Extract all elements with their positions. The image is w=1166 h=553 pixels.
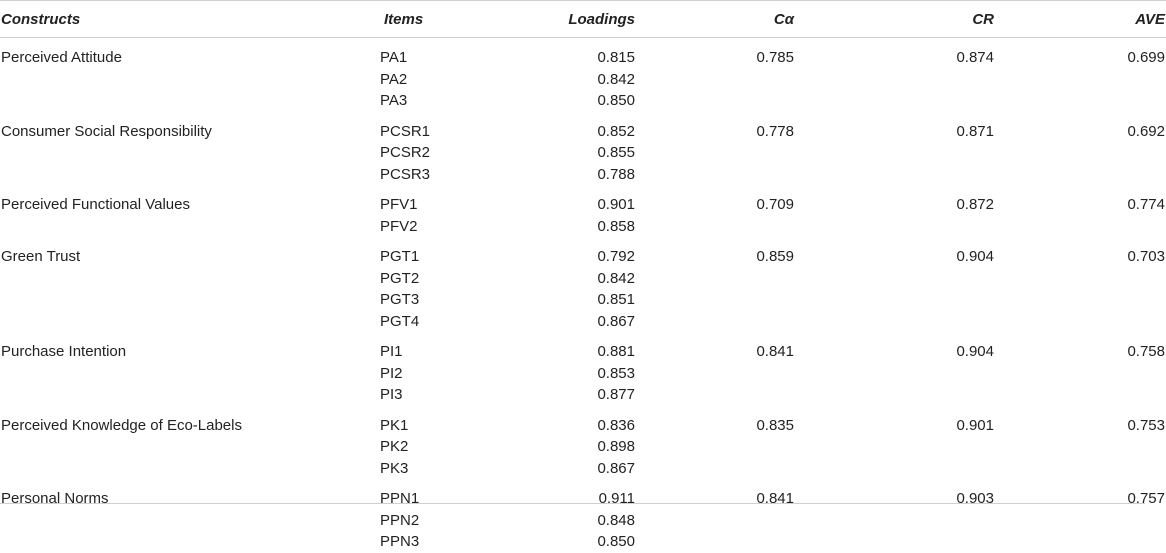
construct-cell <box>0 458 365 480</box>
cronbach-alpha-cell: 0.709 <box>756 196 794 213</box>
loading-cell: 0.901 <box>597 196 635 213</box>
ave-cell <box>994 384 1166 406</box>
table-row <box>0 510 1166 532</box>
header-constructs: Constructs <box>1 10 81 28</box>
composite-reliability-cell: 0.904 <box>956 248 994 265</box>
item-cell: PPN3 <box>380 533 420 550</box>
composite-reliability-cell <box>794 268 994 290</box>
loading-cell: 0.788 <box>597 165 635 183</box>
header-cronbach-alpha: Cα <box>773 10 794 28</box>
cronbach-alpha-cell: 0.778 <box>756 122 794 140</box>
ave-cell: 0.757 <box>1127 490 1165 507</box>
cronbach-alpha-cell <box>635 531 794 553</box>
table-row <box>0 363 1166 385</box>
item-cell: PPN1 <box>380 490 420 507</box>
cronbach-alpha-cell: 0.841 <box>756 490 794 507</box>
loading-cell: 0.858 <box>597 217 635 235</box>
item-cell: PFV2 <box>380 217 418 235</box>
construct-cell <box>0 531 365 553</box>
cronbach-alpha-cell <box>635 510 794 532</box>
cronbach-alpha-cell <box>635 268 794 290</box>
construct-cell <box>0 311 365 333</box>
composite-reliability-cell: 0.874 <box>956 49 994 66</box>
construct-cell: Perceived Functional Values <box>1 196 190 213</box>
cronbach-alpha-cell: 0.785 <box>756 49 794 66</box>
cronbach-alpha-cell <box>635 311 794 333</box>
table-body <box>0 38 1166 553</box>
item-cell: PFV1 <box>380 196 418 213</box>
table-row <box>0 185 1166 216</box>
item-cell: PK1 <box>380 416 409 434</box>
composite-reliability-cell <box>794 142 994 164</box>
cronbach-alpha-cell <box>635 384 794 406</box>
loading-cell: 0.881 <box>597 343 635 360</box>
item-cell: PI3 <box>380 386 403 403</box>
loading-cell: 0.848 <box>597 511 635 529</box>
construct-cell <box>0 510 365 532</box>
table-row <box>0 479 1166 510</box>
table-row <box>0 90 1166 112</box>
composite-reliability-cell: 0.904 <box>956 343 994 360</box>
ave-cell <box>994 510 1166 532</box>
header-loadings: Loadings <box>568 10 635 28</box>
construct-cell: Perceived Attitude <box>1 49 122 66</box>
loading-cell: 0.853 <box>597 364 635 382</box>
composite-reliability-cell: 0.872 <box>956 196 994 213</box>
construct-cell <box>0 268 365 290</box>
cronbach-alpha-cell <box>635 458 794 480</box>
table-bottom-rule <box>0 503 1145 504</box>
cronbach-alpha-cell: 0.835 <box>756 416 794 434</box>
construct-cell: Consumer Social Responsibility <box>1 122 212 140</box>
construct-cell: Perceived Knowledge of Eco-Labels <box>1 416 242 434</box>
table-row <box>0 237 1166 268</box>
composite-reliability-cell <box>794 458 994 480</box>
ave-cell <box>994 164 1166 186</box>
item-cell: PGT2 <box>380 269 420 287</box>
table-row <box>0 38 1166 69</box>
table-header <box>0 1 1166 38</box>
loading-cell: 0.850 <box>597 92 635 109</box>
ave-cell <box>994 311 1166 333</box>
ave-cell <box>994 531 1166 553</box>
item-cell: PGT4 <box>380 312 420 330</box>
composite-reliability-cell: 0.871 <box>956 122 994 140</box>
ave-cell <box>994 216 1166 238</box>
composite-reliability-cell <box>794 510 994 532</box>
table-row <box>0 289 1166 311</box>
construct-cell <box>0 289 365 311</box>
table-row <box>0 531 1166 553</box>
table-row <box>0 69 1166 91</box>
item-cell: PCSR2 <box>380 144 431 161</box>
item-cell: PI2 <box>380 364 403 382</box>
ave-cell <box>994 436 1166 458</box>
composite-reliability-cell <box>794 216 994 238</box>
cronbach-alpha-cell: 0.841 <box>756 343 794 360</box>
item-cell: PI1 <box>380 343 403 360</box>
loading-cell: 0.842 <box>597 70 635 88</box>
cronbach-alpha-cell <box>635 164 794 186</box>
construct-cell <box>0 90 365 112</box>
cronbach-alpha-cell: 0.859 <box>756 248 794 265</box>
construct-cell: Personal Norms <box>1 490 109 507</box>
composite-reliability-cell <box>794 311 994 333</box>
ave-cell <box>994 90 1166 112</box>
composite-reliability-cell <box>794 289 994 311</box>
ave-cell <box>994 363 1166 385</box>
ave-cell: 0.692 <box>1127 122 1165 140</box>
construct-cell <box>0 363 365 385</box>
table-row <box>0 164 1166 186</box>
table-row <box>0 458 1166 480</box>
table-row <box>0 142 1166 164</box>
loading-cell: 0.867 <box>597 459 635 477</box>
table-row <box>0 216 1166 238</box>
construct-cell <box>0 164 365 186</box>
composite-reliability-cell <box>794 164 994 186</box>
ave-cell <box>994 142 1166 164</box>
item-cell: PGT3 <box>380 291 420 308</box>
composite-reliability-cell <box>794 384 994 406</box>
header-row <box>0 1 1166 38</box>
construct-cell <box>0 69 365 91</box>
ave-cell <box>994 458 1166 480</box>
loading-cell: 0.855 <box>597 144 635 161</box>
ave-cell: 0.703 <box>1127 248 1165 265</box>
ave-cell <box>994 69 1166 91</box>
loading-cell: 0.911 <box>598 490 635 507</box>
composite-reliability-cell <box>794 531 994 553</box>
cronbach-alpha-cell <box>635 90 794 112</box>
composite-reliability-cell: 0.903 <box>956 490 994 507</box>
table-row <box>0 436 1166 458</box>
table-row <box>0 311 1166 333</box>
loading-cell: 0.815 <box>597 49 635 66</box>
cronbach-alpha-cell <box>635 363 794 385</box>
table-row <box>0 406 1166 437</box>
header-composite-reliability: CR <box>972 10 994 28</box>
loading-cell: 0.867 <box>597 312 635 330</box>
loading-cell: 0.842 <box>597 269 635 287</box>
loading-cell: 0.877 <box>597 386 635 403</box>
construct-cell <box>0 436 365 458</box>
cronbach-alpha-cell <box>635 436 794 458</box>
ave-cell: 0.758 <box>1127 343 1165 360</box>
item-cell: PPN2 <box>380 511 420 529</box>
header-items: Items <box>384 10 424 28</box>
ave-cell: 0.774 <box>1127 196 1165 213</box>
ave-cell: 0.699 <box>1127 49 1165 66</box>
construct-cell: Purchase Intention <box>1 343 127 360</box>
item-cell: PA3 <box>380 92 408 109</box>
composite-reliability-cell <box>794 363 994 385</box>
loading-cell: 0.836 <box>597 416 635 434</box>
header-ave: AVE <box>1135 10 1165 28</box>
item-cell: PGT1 <box>380 248 420 265</box>
item-cell: PA2 <box>380 70 408 88</box>
composite-reliability-cell <box>794 436 994 458</box>
composite-reliability-cell <box>794 90 994 112</box>
construct-cell <box>0 216 365 238</box>
loading-cell: 0.851 <box>597 291 635 308</box>
table-row <box>0 332 1166 363</box>
item-cell: PK3 <box>380 459 409 477</box>
cronbach-alpha-cell <box>635 289 794 311</box>
composite-reliability-cell: 0.901 <box>956 416 994 434</box>
loading-cell: 0.850 <box>597 533 635 550</box>
loading-cell: 0.852 <box>597 122 635 140</box>
item-cell: PCSR3 <box>380 165 431 183</box>
loading-cell: 0.792 <box>597 248 635 265</box>
item-cell: PK2 <box>380 438 409 455</box>
composite-reliability-cell <box>794 69 994 91</box>
construct-cell: Green Trust <box>1 248 81 265</box>
cronbach-alpha-cell <box>635 142 794 164</box>
item-cell: PA1 <box>380 49 408 66</box>
ave-cell <box>994 289 1166 311</box>
construct-cell <box>0 142 365 164</box>
ave-cell <box>994 268 1166 290</box>
table-row <box>0 384 1166 406</box>
loading-cell: 0.898 <box>597 438 635 455</box>
construct-cell <box>0 384 365 406</box>
item-cell: PCSR1 <box>380 122 431 140</box>
table-row <box>0 268 1166 290</box>
ave-cell: 0.753 <box>1127 416 1165 434</box>
table-row <box>0 112 1166 143</box>
cronbach-alpha-cell <box>635 69 794 91</box>
cronbach-alpha-cell <box>635 216 794 238</box>
